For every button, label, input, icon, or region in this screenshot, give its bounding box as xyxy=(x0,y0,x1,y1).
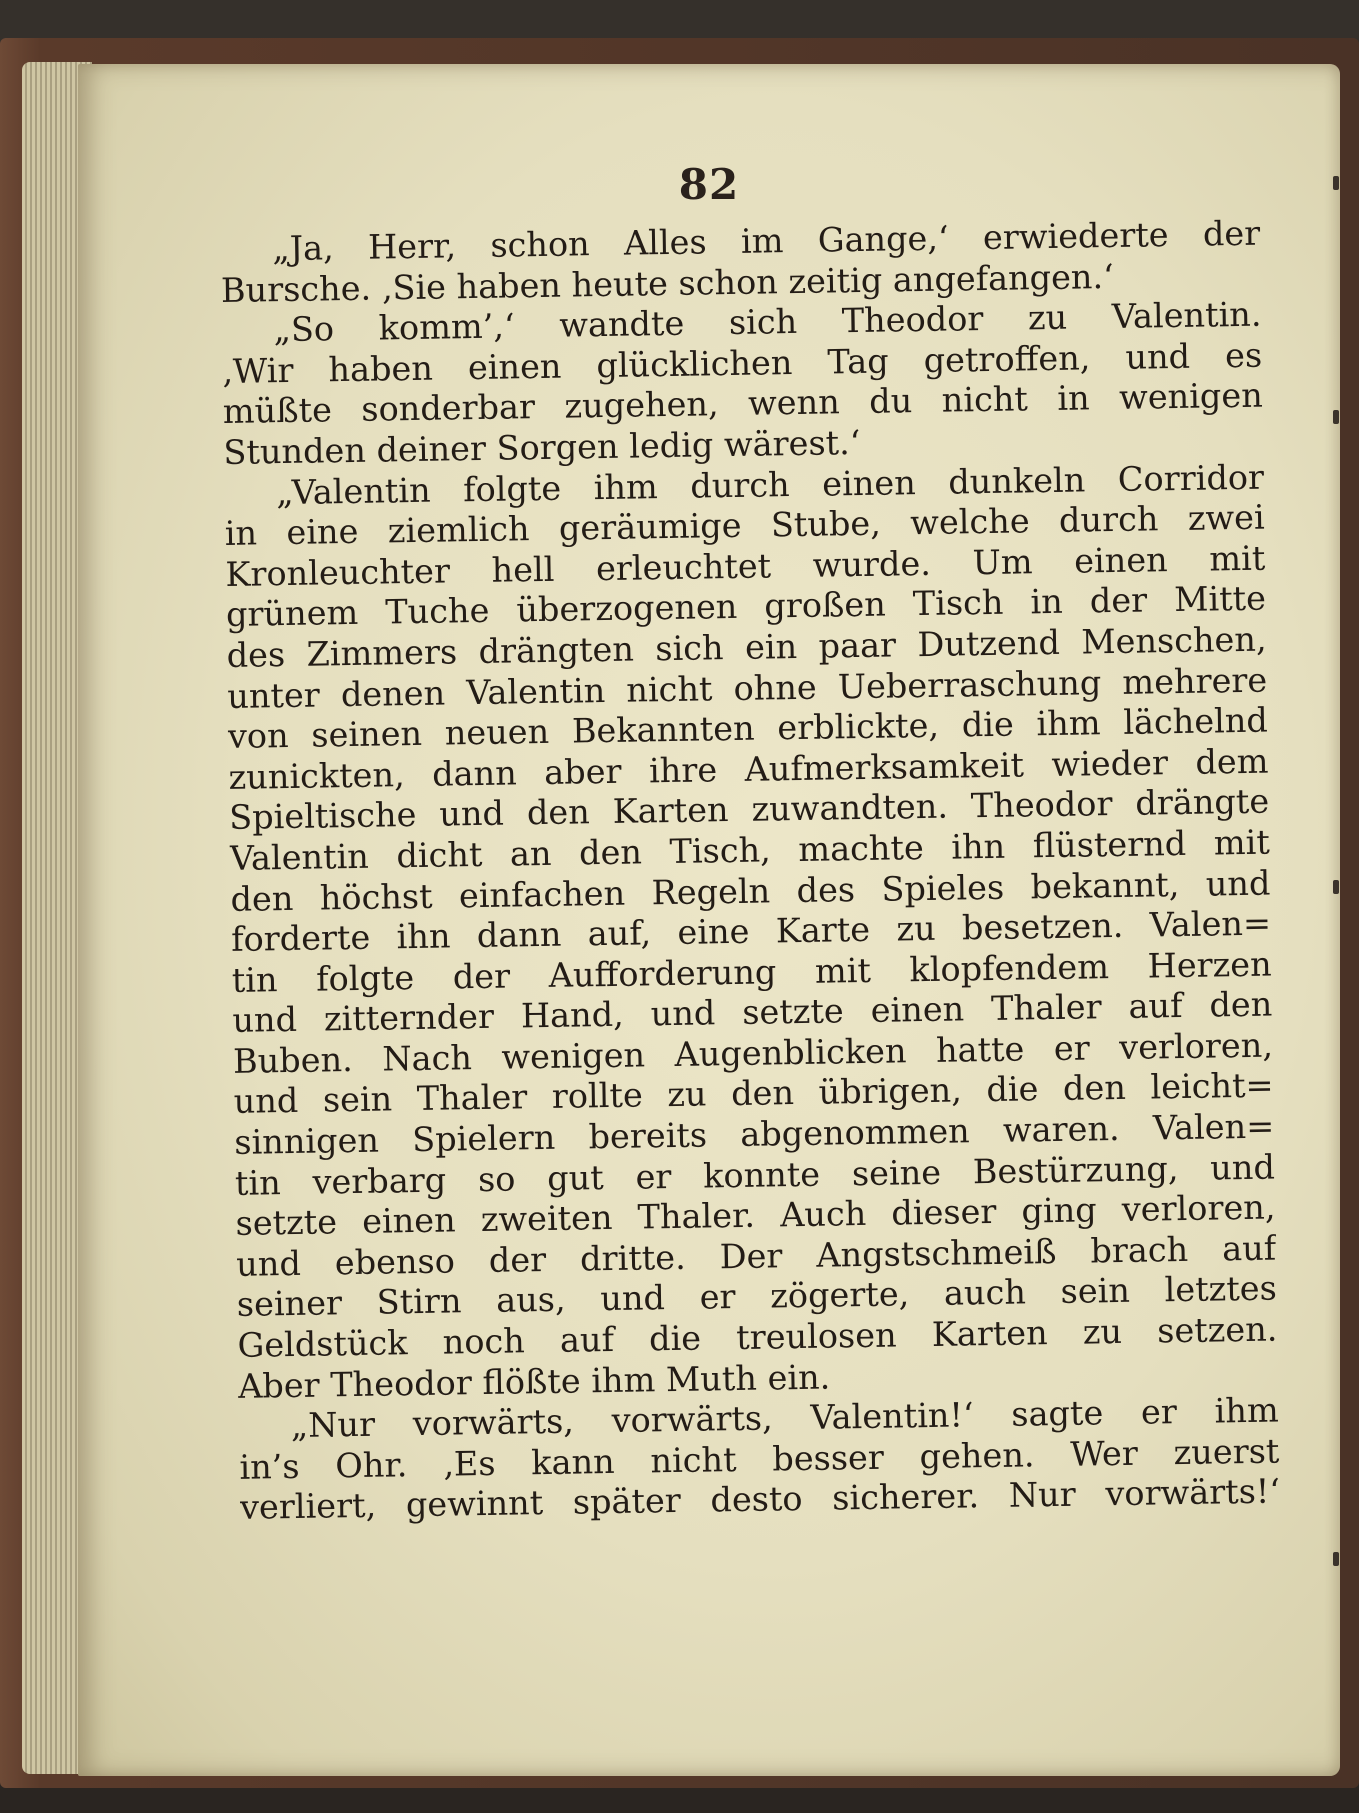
text-line: Spieltische und den Karten zuwandten. Theodor drängte xyxy=(228,781,1270,838)
text-line: in eine ziemlich geräumige Stube, welche durch zwei xyxy=(224,497,1265,554)
text-line: in’s Ohr. ‚Es kann nicht besser gehen. Wer zuerst xyxy=(239,1431,1280,1487)
text-line: Valentin dicht an den Tisch, machte ihn flüsternd mit xyxy=(229,822,1271,878)
text-line: Bursche. ‚Sie haben heute schon zeitig angefangen.‘ xyxy=(220,256,1115,310)
text-line: den höchst einfachen Regeln des Spieles bekannt, und xyxy=(230,863,1271,919)
text-line: und ebenso der dritte. Der Angstschmeiß brach auf xyxy=(235,1228,1277,1284)
page-number: 82 xyxy=(678,160,740,209)
text-line: des Zimmers drängten sich ein paar Dutzend Menschen, xyxy=(226,619,1267,675)
text-line: forderte ihn dann auf, eine Karte zu besetzen. Valen= xyxy=(230,903,1272,960)
text-line: grünem Tuche überzogenen großen Tisch in der Mitte xyxy=(225,578,1267,635)
text-line: tin verbarg so gut er konnte seine Bestürzung, und xyxy=(234,1147,1276,1203)
page-edge-mark xyxy=(1333,880,1339,894)
text-line: verliert, gewinnt später desto sicherer. Nur vorwärts!‘ xyxy=(239,1471,1281,1528)
text-line: und sein Thaler rollte zu den übrigen, die den leicht= xyxy=(233,1066,1274,1122)
book-page xyxy=(78,64,1340,1776)
page-edge-mark xyxy=(1333,1552,1339,1566)
text-line: ‚Wir haben einen glücklichen Tag getroffen, und es xyxy=(221,335,1263,391)
page-edge-mark xyxy=(1333,410,1339,424)
text-line: „Ja, Herr, schon Alles im Gange,‘ erwiederte der xyxy=(271,213,1261,269)
text-line: Aber Theodor flößte ihm Muth ein. xyxy=(237,1357,831,1406)
text-line: seiner Stirn aus, und er zögerte, auch sein letztes xyxy=(236,1268,1278,1325)
text-line: Kronleuchter hell erleuchtet wurde. Um einen mit xyxy=(225,538,1266,594)
text-line: unter denen Valentin nicht ohne Ueberraschung mehrere xyxy=(227,660,1268,716)
text-line: setzte einen zweiten Thaler. Auch dieser ging verloren, xyxy=(235,1187,1276,1244)
text-line: Geldstück noch auf die treulosen Karten zu setzen. xyxy=(237,1309,1278,1365)
page-edge-mark xyxy=(1333,176,1339,190)
text-line: Buben. Nach wenigen Augenblicken hatte er verloren, xyxy=(232,1025,1274,1081)
text-line: von seinen neuen Bekannten erblickte, die ihm lächelnd xyxy=(227,700,1269,757)
text-line: tin folgte der Aufforderung mit klopfendem Herzen xyxy=(231,944,1272,1000)
page-text xyxy=(220,214,1280,1529)
text-line: „Nur vorwärts, vorwärts, Valentin!‘ sagte er ihm xyxy=(290,1390,1279,1446)
text-line: „So komm’,‘ wandte sich Theodor zu Valentin. xyxy=(273,294,1262,350)
text-line: und zitternder Hand, und setzte einen Thaler auf den xyxy=(232,984,1273,1041)
text-line: Stunden deiner Sorgen ledig wärest.‘ xyxy=(223,422,861,472)
text-line: müßte sonderbar zugehen, wenn du nicht in wenigen xyxy=(222,376,1264,432)
text-line: zunickten, dann aber ihre Aufmerksamkeit wieder dem xyxy=(228,741,1269,797)
text-line: sinnigen Spielern bereits abgenommen waren. Valen= xyxy=(234,1106,1275,1162)
text-line: „Valentin folgte ihm durch einen dunkeln Corridor xyxy=(275,457,1265,512)
